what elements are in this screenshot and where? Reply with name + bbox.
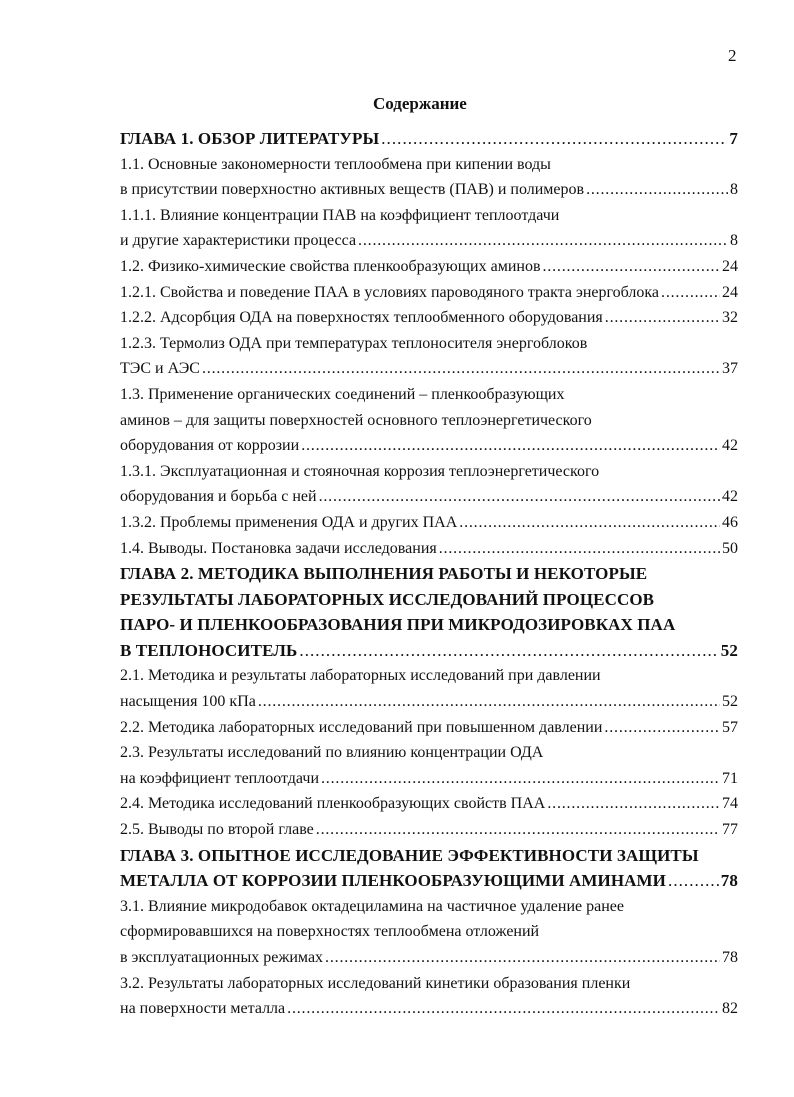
- dot-leader: [547, 791, 720, 817]
- toc-entry-text: насыщения 100 кПа: [120, 693, 256, 711]
- toc-entry-text: 2.3. Результаты исследований по влиянию концентрации ОДА: [120, 744, 544, 762]
- toc-line: [120, 843, 738, 869]
- toc-entry-text: 1.3.2. Проблемы применения ОДА и других ПАА: [120, 513, 458, 531]
- toc-line: [120, 126, 738, 152]
- dot-leader: [459, 510, 720, 536]
- toc-line: [120, 894, 738, 920]
- toc-entry-text: 1.2.3. Термолиз ОДА при температурах теплоносителя энергоблоков: [120, 334, 588, 352]
- toc-section-entry: [120, 715, 738, 741]
- toc-entry-text: ТЭС и АЭС: [120, 360, 200, 378]
- toc-line: [120, 408, 738, 434]
- toc-section-entry: [120, 254, 738, 280]
- toc-entry-text: оборудования и борьба с ней: [120, 488, 317, 506]
- toc-entry-text: МЕТАЛЛА ОТ КОРРОЗИИ ПЛЕНКООБРАЗУЮЩИМИ АМИНАМИ: [120, 871, 667, 891]
- toc-line: [120, 280, 738, 306]
- toc-chapter-entry: [120, 843, 738, 894]
- toc-line: [120, 152, 738, 178]
- toc-line: [120, 791, 738, 817]
- toc-section-entry: [120, 331, 738, 382]
- toc-page-number: 52: [720, 640, 738, 660]
- toc-entry-text: оборудования от коррозии: [120, 437, 300, 455]
- toc-line: [120, 203, 738, 229]
- toc-entry-text: 1.2.1. Свойства и поведение ПАА в условиях пароводяного тракта энергоблока: [120, 283, 660, 301]
- toc-page-number: 78: [720, 871, 738, 891]
- toc-page-number: 82: [722, 1000, 738, 1018]
- dot-leader: [321, 766, 720, 792]
- toc-section-entry: [120, 817, 738, 843]
- toc-page-number: 8: [730, 181, 738, 199]
- toc-section-entry: [120, 203, 738, 254]
- toc-entry-text: в эксплуатационных режимах: [120, 949, 324, 966]
- toc-entry-text: 2.4. Методика исследований пленкообразующих свойств ПАА: [120, 795, 546, 813]
- toc-page-number: 37: [722, 360, 738, 378]
- toc-entry-text: 1.3. Применение органических соединений – пленкообразующих: [120, 385, 565, 403]
- toc-line: [120, 817, 738, 843]
- toc-page-number: 74: [722, 795, 738, 813]
- toc-entry-text: и другие характеристики процесса: [120, 232, 357, 250]
- toc-line: [120, 996, 738, 1022]
- toc-section-entry: [120, 459, 738, 510]
- toc-line: [120, 356, 738, 382]
- dot-leader: [325, 945, 720, 971]
- toc-page-number: 52: [722, 693, 738, 711]
- dot-leader: [605, 305, 720, 331]
- dot-leader: [258, 689, 720, 715]
- dot-leader: [319, 484, 720, 510]
- dot-leader: [358, 228, 728, 254]
- toc-entry-text: на поверхности металла: [120, 1000, 286, 1018]
- toc-line: [120, 945, 738, 971]
- dot-leader: [301, 433, 720, 459]
- toc-section-entry: [120, 663, 738, 714]
- toc-chapter-entry: [120, 561, 738, 663]
- toc-section-entry: [120, 152, 738, 203]
- toc-page-number: 57: [722, 718, 738, 736]
- dot-leader: [299, 638, 718, 664]
- toc-line: [120, 689, 738, 715]
- toc-entry-text: 3.2. Результаты лабораторных исследований кинетики образования пленки: [120, 974, 631, 992]
- toc-line: [120, 177, 738, 203]
- toc-section-entry: [120, 280, 738, 306]
- toc-page-number: 78: [722, 949, 738, 966]
- toc-entry-text: 2.1. Методика и результаты лабораторных исследований при давлении: [120, 667, 601, 685]
- toc-line: [120, 254, 738, 280]
- toc-entry-text: 2.2. Методика лабораторных исследований при повышенном давлении: [120, 718, 603, 736]
- toc-line: [120, 305, 738, 331]
- toc-entry-text: 1.2.2. Адсорбция ОДА на поверхностях теплообменного оборудования: [120, 309, 603, 327]
- toc-page-number: 42: [722, 437, 738, 455]
- toc-line: [120, 919, 738, 945]
- toc-entry-text: 1.3.1. Эксплуатационная и стояночная коррозия теплоэнергетического: [120, 462, 600, 480]
- toc-entry-text: 1.2. Физико-химические свойства пленкообразующих аминов: [120, 257, 541, 275]
- toc-section-entry: [120, 382, 738, 459]
- toc-line: [120, 382, 738, 408]
- toc-page-number: 42: [722, 488, 738, 506]
- dot-leader: [668, 868, 719, 894]
- toc-page-number: 77: [722, 821, 738, 839]
- dot-leader: [543, 254, 721, 280]
- toc-page-number: 24: [722, 283, 738, 301]
- toc-entry-text: 3.1. Влияние микродобавок октадециламина на частичное удаление ранее: [120, 897, 624, 915]
- toc-line: [120, 715, 738, 741]
- toc-page-number: 24: [722, 257, 738, 275]
- toc-entry-text: В ТЕПЛОНОСИТЕЛЬ: [120, 640, 298, 660]
- toc-line: [120, 510, 738, 536]
- toc-entry-text: сформировавшихся на поверхностях теплообмена отложений: [120, 923, 540, 941]
- toc-entry-text: 2.5. Выводы по второй главе: [120, 821, 314, 839]
- toc-line: [120, 433, 738, 459]
- toc-line: [120, 612, 738, 638]
- toc-entry-text: ГЛАВА 2. МЕТОДИКА ВЫПОЛНЕНИЯ РАБОТЫ И НЕКОТОРЫЕ: [120, 564, 648, 584]
- toc-line: [120, 868, 738, 894]
- page-number: 2: [728, 46, 737, 65]
- toc-entry-text: аминов – для защиты поверхностей основного теплоэнергетического: [120, 411, 592, 429]
- toc-section-entry: [120, 971, 738, 1022]
- toc-section-entry: [120, 305, 738, 331]
- toc-line: [120, 638, 738, 664]
- toc-page-number: 7: [729, 129, 738, 148]
- toc-section-entry: [120, 510, 738, 536]
- page-title: Содержание: [373, 94, 467, 113]
- toc-page-number: 46: [722, 513, 738, 531]
- toc-line: [120, 663, 738, 689]
- table-of-contents: [120, 126, 738, 1022]
- toc-page-number: 50: [722, 539, 738, 557]
- dot-leader: [381, 126, 727, 152]
- toc-line: [120, 484, 738, 510]
- toc-section-entry: [120, 791, 738, 817]
- toc-entry-text: 1.4. Выводы. Постановка задачи исследования: [120, 539, 437, 557]
- dot-leader: [202, 356, 720, 382]
- toc-line: [120, 561, 738, 587]
- toc-line: [120, 228, 738, 254]
- dot-leader: [439, 536, 720, 562]
- toc-line: [120, 971, 738, 997]
- toc-entry-text: ГЛАВА 3. ОПЫТНОЕ ИССЛЕДОВАНИЕ ЭФФЕКТИВНОСТИ ЗАЩИТЫ: [120, 845, 699, 865]
- toc-section-entry: [120, 740, 738, 791]
- dot-leader: [604, 715, 720, 741]
- dot-leader: [661, 280, 720, 306]
- dot-leader: [586, 177, 728, 203]
- toc-entry-text: на коэффициент теплоотдачи: [120, 769, 319, 787]
- toc-section-entry: [120, 894, 738, 971]
- dot-leader: [287, 996, 720, 1022]
- toc-entry-text: ПАРО- И ПЛЕНКООБРАЗОВАНИЯ ПРИ МИКРОДОЗИРОВКАХ ПАА: [120, 615, 676, 635]
- toc-entry-text: 1.1.1. Влияние концентрации ПАВ на коэффициент теплоотдачи: [120, 206, 560, 224]
- toc-entry-text: РЕЗУЛЬТАТЫ ЛАБОРАТОРНЫХ ИССЛЕДОВАНИЙ ПРОЦЕССОВ: [120, 589, 655, 609]
- toc-line: [120, 459, 738, 485]
- toc-entry-text: 1.1. Основные закономерности теплообмена при кипении воды: [120, 155, 551, 173]
- toc-line: [120, 766, 738, 792]
- toc-entry-text: ГЛАВА 1. ОБЗОР ЛИТЕРАТУРЫ: [120, 129, 380, 148]
- toc-chapter-entry: [120, 126, 738, 152]
- toc-page-number: 71: [722, 769, 738, 787]
- toc-line: [120, 740, 738, 766]
- toc-section-entry: [120, 536, 738, 562]
- toc-line: [120, 331, 738, 357]
- toc-line: [120, 536, 738, 562]
- toc-line: [120, 587, 738, 613]
- toc-page-number: 8: [730, 232, 738, 250]
- dot-leader: [316, 817, 720, 843]
- toc-entry-text: в присутствии поверхностно активных веществ (ПАВ) и полимеров: [120, 181, 585, 199]
- toc-page-number: 32: [722, 309, 738, 327]
